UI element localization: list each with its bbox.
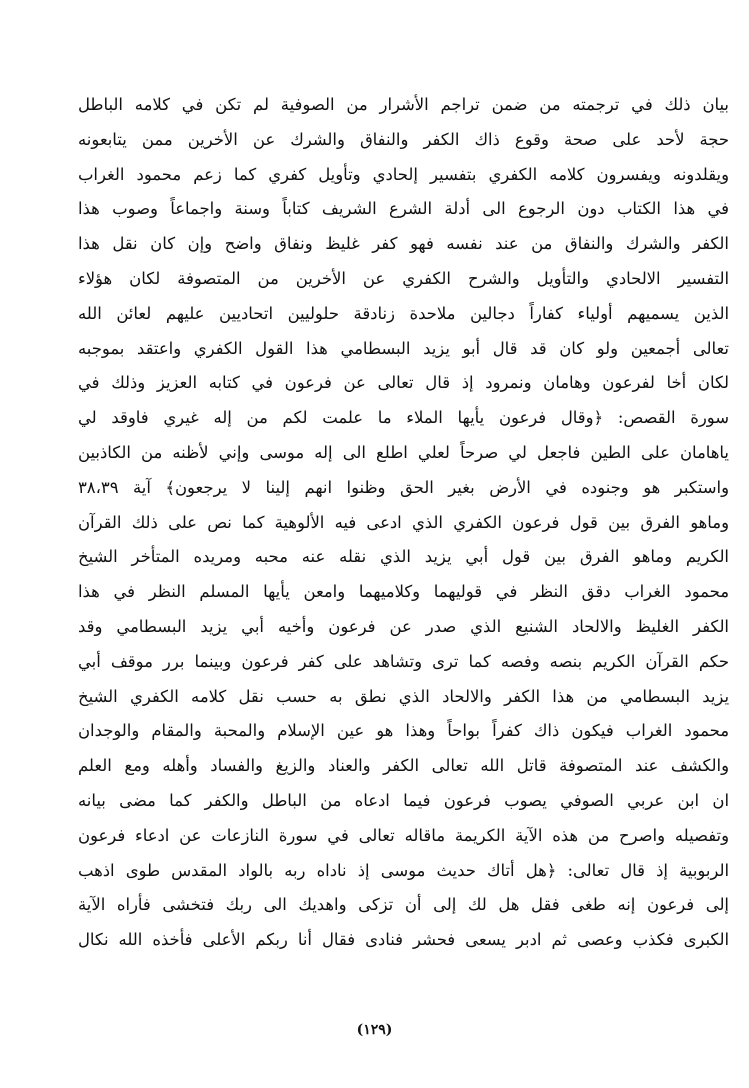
text-line: تعالى أجمعين ولو كان قد قال أبو يزيد البسطامي هذا القول الكفري واعتقد بموجبه (78, 338, 729, 358)
text-line: والكشف عند المتصوفة قاتل الله تعالى الكفر والعناد والزيغ والفساد وأهله ومع العلم (78, 756, 729, 776)
text-line: الذين يسميهم أولياء كفاراً دجالين ملاحدة زنادقة حلوليين اتحاديين عليهم لعائن الله (78, 303, 729, 323)
text-line: الكبرى فكذب وعصى ثم ادبر يسعى فحشر فنادى فقال أنا ربكم الأعلى فأخذه الله نكال (78, 930, 729, 950)
text-line: الربوبية إذ قال تعالى: ﴿هل أتاك حديث موسى إذ ناداه ربه بالواد المقدس طوى اذهب (78, 860, 729, 880)
text-line: ان ابن عربي الصوفي يصوب فرعون فيما ادعاه من الباطل والكفر كما مضى بيانه (78, 790, 729, 810)
text-line: ياهامان على الطين فاجعل لي صرحاً لعلي اطلع الى إله موسى وإني لأظنه من الكاذبين (78, 442, 729, 462)
text-line: محمود الغراب دقق النظر في قوليهما وكلاميهما وامعن يأيها المسلم النظر في هذا (78, 582, 729, 602)
text-line: وتفصيله واصرح من هذه الآية الكريمة ماقاله تعالى في سورة النازعات عن ادعاء فرعون (78, 825, 729, 845)
text-line: محمود الغراب فيكون ذاك كفراً بواحاً وهذا هو عين الإسلام والمحبة والمقام والوجدان (78, 721, 729, 741)
text-line: الكفر الغليظ والالحاد الشنيع الذي صدر عن فرعون وأخيه أبي يزيد البسطامي وقد (78, 616, 729, 636)
text-line: حجة لأحد على صحة وقوع ذاك الكفر والنفاق والشرك عن الأخرين ممن يتابعونه (78, 129, 729, 149)
text-line: يزيد البسطامي من هذا الكفر والالحاد الذي نطق به حسب نقل كلامه الكفري الشيخ (78, 686, 729, 706)
text-line: إلى فرعون إنه طغى فقل هل لك إلى أن تزكى واهديك الى ربك فتخشى فأراه الآية (78, 895, 729, 915)
text-line: التفسير الالحادي والتأويل والشرح الكفري عن الأخرين من المتصوفة لكان هؤلاء (78, 268, 729, 288)
text-line: حكم القرآن الكريم بنصه وفصه كما ترى وتشاهد على كفر فرعون وبينما برر موقف أبي (78, 651, 729, 671)
text-line: الكريم وماهو الفرق بين قول أبي يزيد الذي نقله عنه محبه ومريده المتأخر الشيخ (78, 547, 729, 567)
text-line: وماهو الفرق بين قول فرعون الكفري الذي ادعى فيه الألوهية كما نص على ذلك القرآن (78, 512, 729, 532)
page-number: (١٢٩) (356, 1022, 393, 1038)
text-line: ويقلدونه ويفسرون كلامه الكفري بتفسير إلحادي وتأويل كفري كما زعم محمود الغراب (78, 164, 729, 184)
text-line: الكفر والشرك والنفاق من عند نفسه فهو كفر غليظ ونفاق واضح وإن كان نقل هذا (78, 234, 729, 254)
body-text (78, 88, 729, 958)
text-line: في هذا الكتاب دون الرجوع الى أدلة الشرع الشريف كتاباً وسنة واجماعاً وصوب هذا (78, 199, 729, 219)
text-line: بيان ذلك في ترجمته من ضمن تراجم الأشرار من الصوفية لم تكن في كلامه الباطل (78, 95, 729, 114)
text-line: واستكبر هو وجنوده في الأرض بغير الحق وظنوا انهم إلينا لا يرجعون﴾ آية ٣٨،٣٩ (78, 477, 729, 497)
text-line: لكان أخا لفرعون وهامان ونمرود إذ قال تعالى عن فرعون في كتابه العزيز وذلك في (78, 373, 729, 393)
text-line: سورة القصص: ﴿وقال فرعون يأيها الملاء ما علمت لكم من إله غيري فاوقد لي (78, 408, 729, 428)
